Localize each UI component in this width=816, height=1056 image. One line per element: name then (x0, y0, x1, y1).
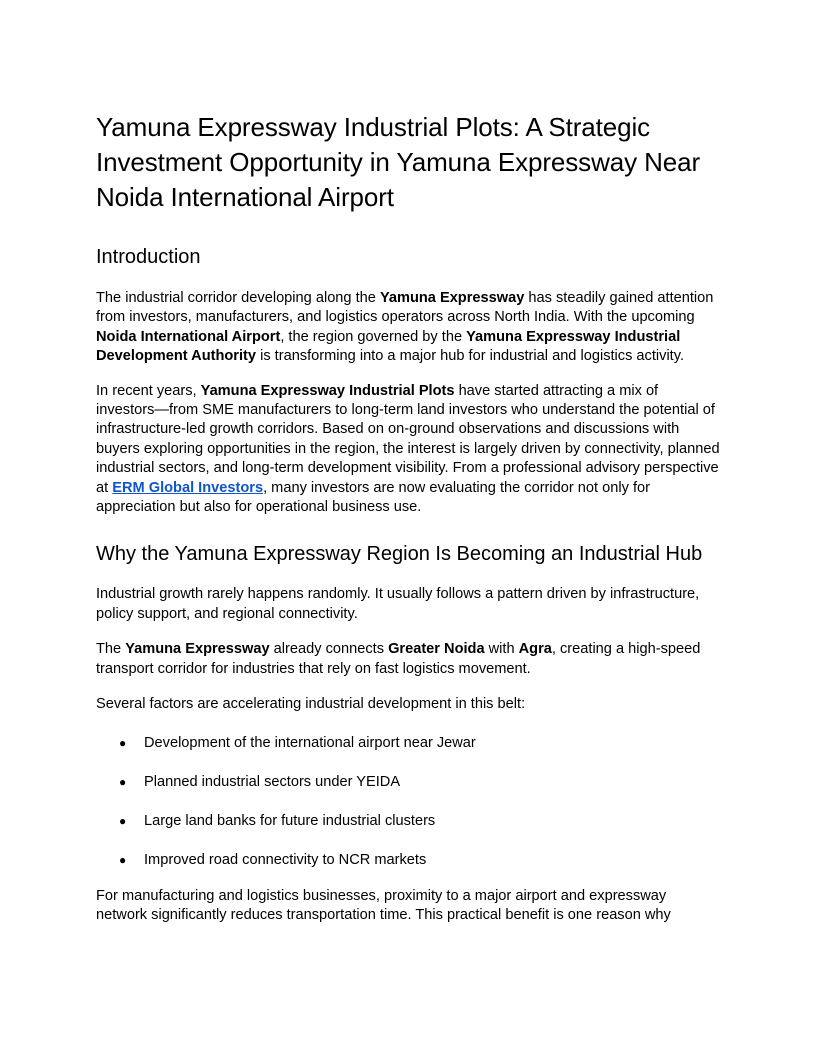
why-paragraph-3: Several factors are accelerating industrial development in this belt: (96, 696, 526, 713)
why-paragraph-4: For manufacturing and logistics businesses, proximity to a major airport and expressway network significantly reduces transportation time. This practical benefit is one reason why (96, 887, 671, 923)
heading-introduction: Introduction (96, 246, 201, 268)
heading-why-industrial-hub: Why the Yamuna Expressway Region Is Becoming an Industrial Hub (96, 543, 703, 566)
why-paragraph-2: The Yamuna Expressway already connects Greater Noida with Agra, creating a high-speed transport corridor for industries that rely on fast logistics movement. (96, 641, 701, 677)
bullet-icon: ● (119, 774, 127, 789)
list-item: ● Large land banks for future industrial clusters (119, 812, 436, 829)
bullet-icon: ● (119, 735, 127, 750)
why-paragraph-1: Industrial growth rarely happens randomly. It usually follows a pattern driven by infrastructure, policy support, and regional connectivity. (96, 586, 700, 622)
document-page (96, 110, 720, 925)
intro-paragraph-2: In recent years, Yamuna Expressway Industrial Plots have started attracting a mix of investors—from SME manufacturers to long-term land investors who understand the potential of infrastructure-led growth corridors. Based on on-ground observations and discussions with buyers exploring opportunities in the region, the interest is largely driven by connectivity, planned industrial sectors, and long-term development visibility. From a professional advisory perspective at ERM Global Investors, many investors are now evaluating the corridor not only for appreciation but also for operational business use. (96, 382, 720, 516)
bullet-icon: ● (119, 852, 127, 867)
document-title: Yamuna Expressway Industrial Plots: A Strategic Investment Opportunity in Yamuna Expressway Near Noida International Airport (96, 112, 701, 212)
list-item: ● Planned industrial sectors under YEIDA (119, 773, 401, 790)
intro-paragraph-1: The industrial corridor developing along the Yamuna Expressway has steadily gained attention from investors, manufacturers, and logistics operators across North India. With the upcoming Noida International Airport, the region governed by the Yamuna Expressway Industrial Development Authority is transforming into a major hub for industrial and logistics activity. (96, 290, 714, 365)
list-item: ● Improved road connectivity to NCR markets (119, 851, 427, 868)
erm-global-investors-link[interactable]: ERM Global Investors (112, 479, 264, 496)
factors-list (96, 734, 720, 870)
bullet-icon: ● (119, 813, 127, 828)
list-item: ● Development of the international airport near Jewar (119, 734, 476, 751)
